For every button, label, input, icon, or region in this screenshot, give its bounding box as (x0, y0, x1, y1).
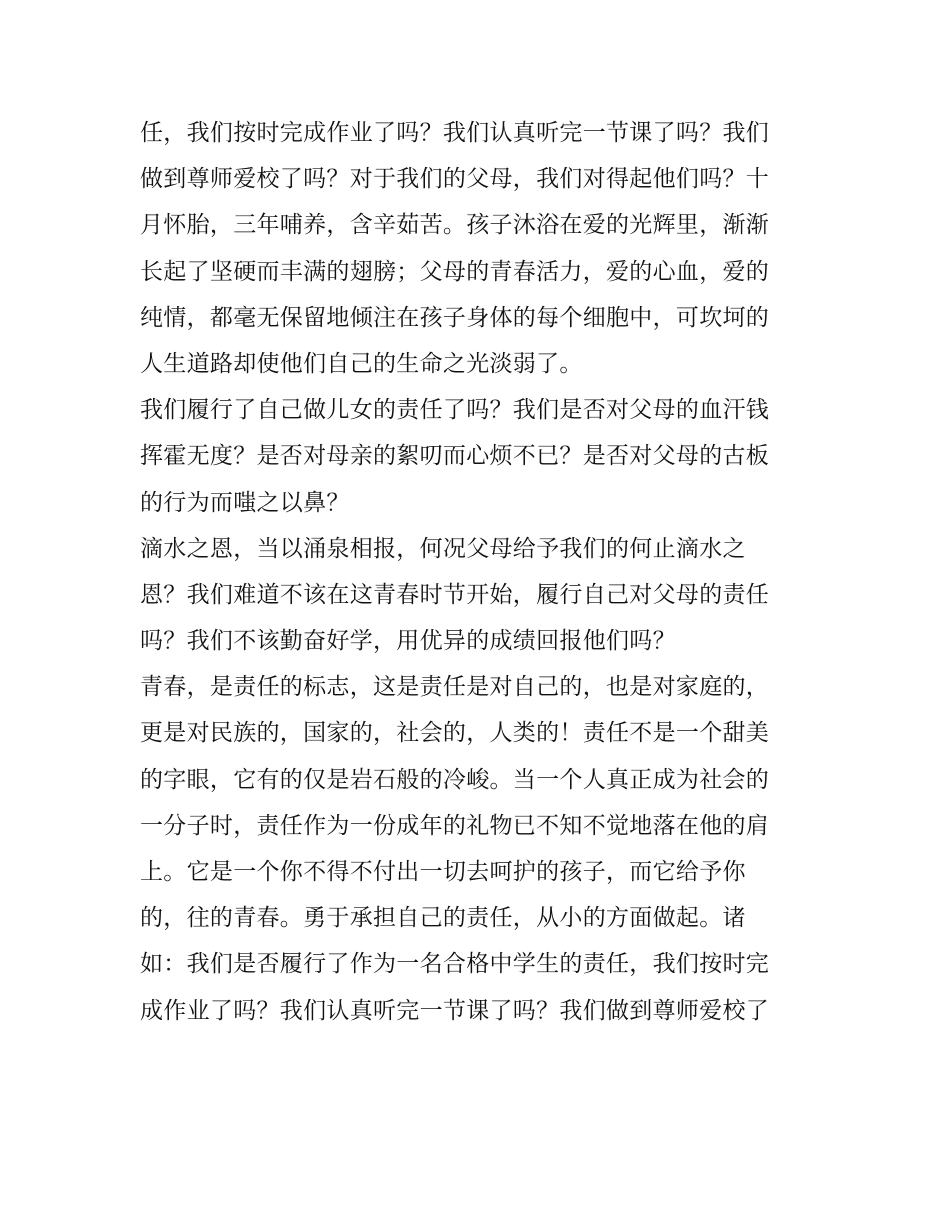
body-text (140, 110, 820, 1034)
text-line: 的字眼，它有的仅是岩石般的冷峻。当一个人真正成为社会的 (140, 766, 770, 793)
text-line: 吗？我们不该勤奋好学，用优异的成绩回报他们吗？ (140, 628, 676, 655)
text-line: 成作业了吗？我们认真听完一节课了吗？我们做到尊师爱校了 (140, 997, 770, 1024)
text-line: 人生道路却使他们自己的生命之光淡弱了。 (140, 350, 583, 377)
text-line: 的，往的青春。勇于承担自己的责任，从小的方面做起。诸 (140, 905, 746, 932)
text-line: 的行为而嗤之以鼻？ (140, 489, 350, 516)
text-line: 如：我们是否履行了作为一名合格中学生的责任，我们按时完 (140, 951, 770, 978)
text-line: 长起了坚硬而丰满的翅膀；父母的青春活力，爱的心血，爱的 (140, 258, 770, 285)
text-line: 青春，是责任的标志，这是责任是对自己的，也是对家庭的， (140, 674, 770, 701)
text-line: 做到尊师爱校了吗？对于我们的父母，我们对得起他们吗？十 (140, 166, 770, 193)
text-line: 更是对民族的，国家的，社会的，人类的！责任不是一个甜美 (140, 720, 770, 747)
text-line: 纯情，都毫无保留地倾注在孩子身体的每个细胞中，可坎坷的 (140, 304, 770, 331)
text-line: 挥霍无度？是否对母亲的絮叨而心烦不已？是否对父母的古板 (140, 443, 770, 470)
text-line: 任，我们按时完成作业了吗？我们认真听完一节课了吗？我们 (140, 120, 770, 146)
text-line: 我们履行了自己做儿女的责任了吗？我们是否对父母的血汗钱 (140, 397, 770, 424)
text-line: 月怀胎，三年哺养，含辛茹苦。孩子沐浴在爱的光辉里，渐渐 (140, 212, 770, 239)
text-line: 恩？我们难道不该在这青春时节开始，履行自己对父母的责任 (140, 581, 770, 608)
text-line: 上。它是一个你不得不付出一切去呵护的孩子，而它给予你 (140, 859, 746, 885)
text-line: 一分子时，责任作为一份成年的礼物已不知不觉地落在他的肩 (140, 812, 770, 839)
text-line: 滴水之恩，当以涌泉相报，何况父母给予我们的何止滴水之 (140, 535, 746, 562)
